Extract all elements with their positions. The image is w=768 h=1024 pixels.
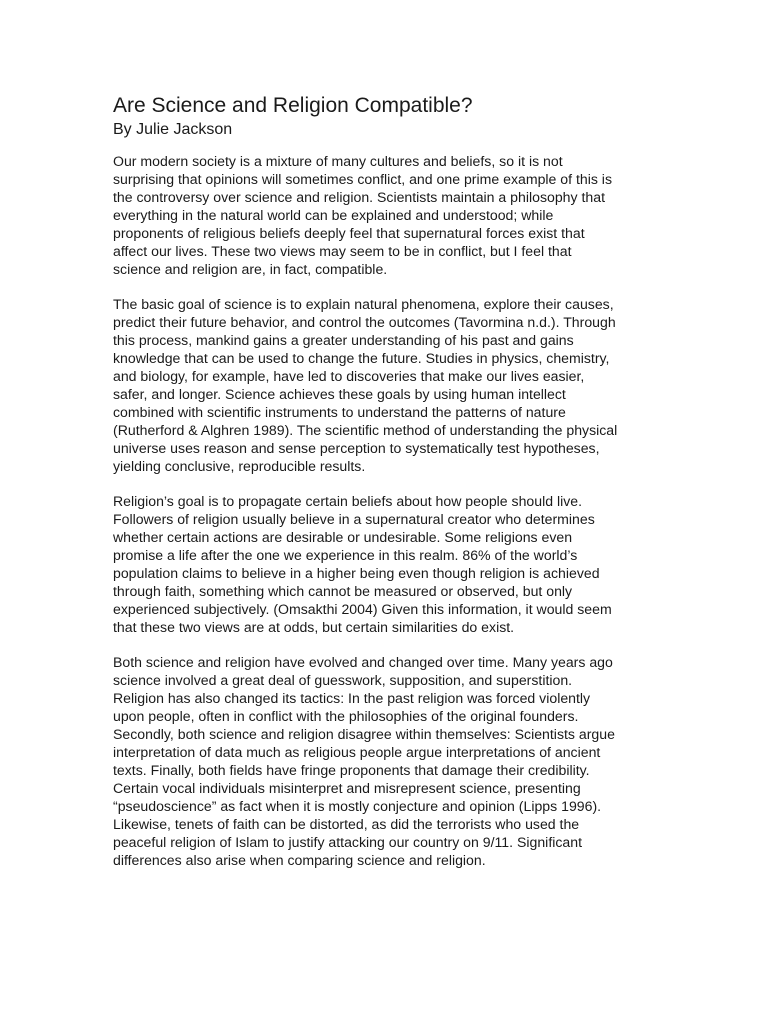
paragraph-line: Likewise, tenets of faith can be distorted, as did the terrorists who used the (113, 816, 580, 832)
paragraph-line: (Rutherford & Alghren 1989). The scientific method of understanding the physical (113, 422, 618, 438)
paragraph-line: differences also arise when comparing science and religion. (113, 852, 486, 868)
paragraph-line: that these two views are at odds, but certain similarities do exist. (113, 619, 515, 635)
paragraph-line: Our modern society is a mixture of many cultures and beliefs, so it is not (113, 153, 563, 169)
paragraph-line: the controversy over science and religion. Scientists maintain a philosophy that (113, 189, 605, 205)
paragraph-line: predict their future behavior, and control the outcomes (Tavormina n.d.). Through (113, 314, 616, 330)
paragraph-line: affect our lives. These two views may seem to be in conflict, but I feel that (113, 243, 572, 259)
paragraph-line: combined with scientific instruments to understand the patterns of nature (113, 404, 566, 420)
paragraph-line: surprising that opinions will sometimes conflict, and one prime example of this is (113, 171, 612, 187)
paragraph-line: science and religion are, in fact, compatible. (113, 261, 388, 277)
paragraph-line: universe uses reason and sense perception to systematically test hypotheses, (113, 440, 600, 456)
paragraph-line: peaceful religion of Islam to justify attacking our country on 9/11. Significant (113, 834, 583, 850)
paragraph-line: population claims to believe in a higher being even though religion is achieved (113, 565, 600, 581)
paragraph-line: Religion’s goal is to propagate certain beliefs about how people should live. (113, 493, 583, 509)
body-paragraph (113, 152, 658, 278)
document-title: Are Science and Religion Compatible? (113, 94, 473, 117)
paragraph-line: proponents of religious beliefs deeply feel that supernatural forces exist that (113, 225, 585, 241)
paragraph-line: “pseudoscience” as fact when it is mostly conjecture and opinion (Lipps 1996). (113, 798, 602, 814)
paragraph-line: interpretation of data much as religious people argue interpretations of ancient (113, 744, 601, 760)
paragraph-line: whether certain actions are desirable or undesirable. Some religions even (113, 529, 573, 545)
paragraph-line: knowledge that can be used to change the future. Studies in physics, chemistry, (113, 350, 610, 366)
paragraph-line: yielding conclusive, reproducible results. (113, 458, 366, 474)
paragraph-line: Followers of religion usually believe in a supernatural creator who determines (113, 511, 595, 527)
paragraph-line: Both science and religion have evolved and changed over time. Many years ago (113, 654, 613, 670)
paragraph-line: upon people, often in conflict with the philosophies of the original founders. (113, 708, 579, 724)
paragraph-line: The basic goal of science is to explain natural phenomena, explore their causes, (113, 296, 614, 312)
paragraph-line: Religion has also changed its tactics: In the past religion was forced violently (113, 690, 591, 706)
paragraph-line: through faith, something which cannot be measured or observed, but only (113, 583, 573, 599)
paragraph-line: promise a life after the one we experience in this realm. 86% of the world’s (113, 547, 578, 563)
paragraph-line: and biology, for example, have led to discoveries that make our lives easier, (113, 368, 585, 384)
author-byline: By Julie Jackson (113, 121, 233, 138)
body-paragraph (113, 653, 658, 869)
paragraph-line: Secondly, both science and religion disagree within themselves: Scientists argue (113, 726, 615, 742)
paragraph-line: science involved a great deal of guesswork, supposition, and superstition. (113, 672, 573, 688)
document-page (113, 92, 658, 886)
document-body (113, 152, 658, 869)
body-paragraph (113, 492, 658, 636)
paragraph-line: Certain vocal individuals misinterpret and misrepresent science, presenting (113, 780, 581, 796)
paragraph-line: everything in the natural world can be explained and understood; while (113, 207, 554, 223)
paragraph-line: safer, and longer. Science achieves these goals by using human intellect (113, 386, 566, 402)
paragraph-line: texts. Finally, both fields have fringe proponents that damage their credibility. (113, 762, 590, 778)
paragraph-line: experienced subjectively. (Omsakthi 2004) Given this information, it would seem (113, 601, 612, 617)
body-paragraph (113, 295, 658, 475)
paragraph-line: this process, mankind gains a greater understanding of his past and gains (113, 332, 574, 348)
